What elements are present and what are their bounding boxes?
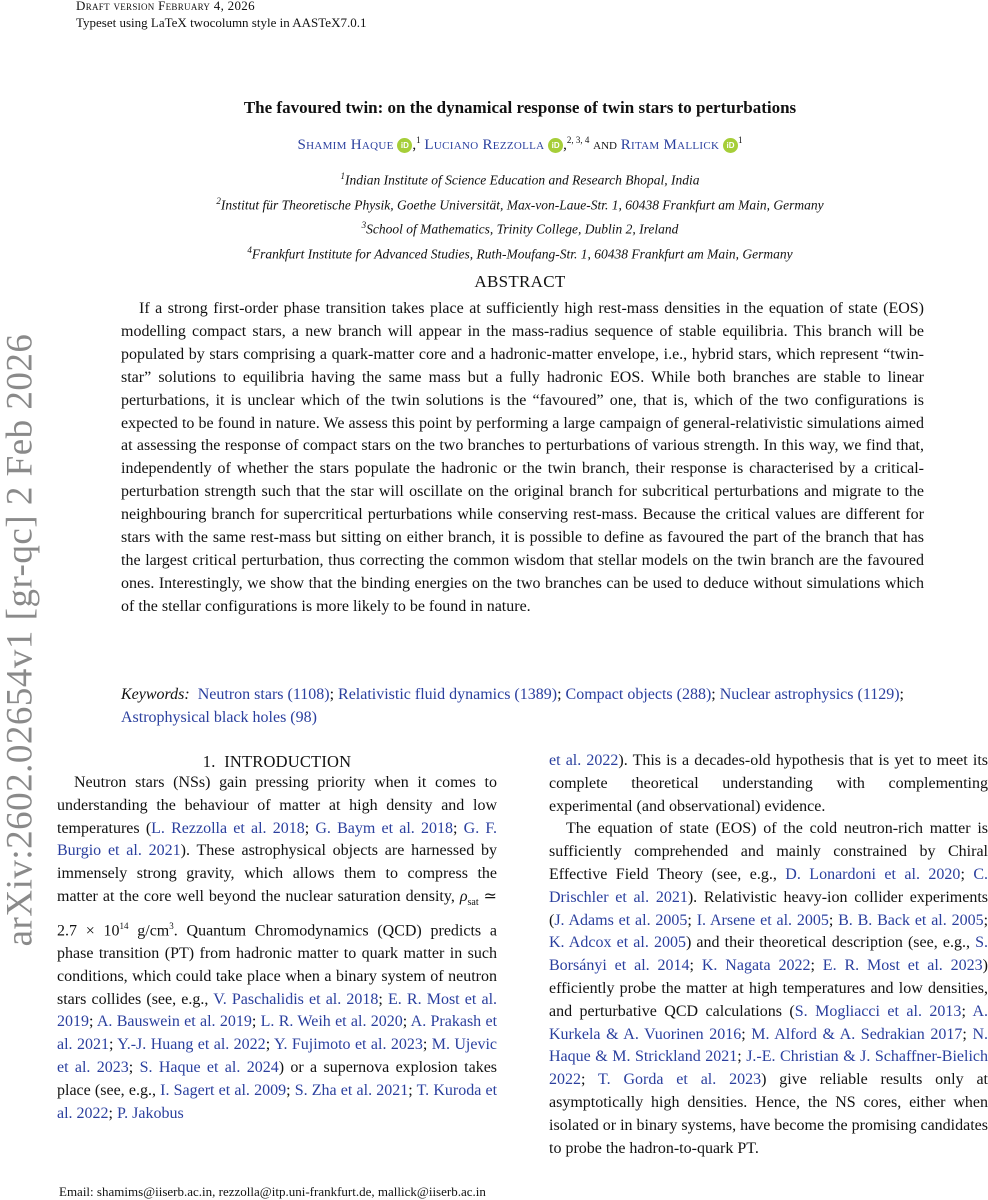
- body-text: ). These astrophysical objects are harnessed by immensely strong gravity, which allows them to compress the matter at the core well beyond the nuclear saturation density,: [57, 842, 498, 905]
- paper-title: The favoured twin: on the dynamical response of twin stars to perturbations: [243, 98, 797, 117]
- citation-link[interactable]: T. Gorda et al. 2023: [598, 1071, 762, 1089]
- intro-paragraph: [549, 750, 988, 818]
- orcid-icon[interactable]: iD: [723, 138, 738, 153]
- body-text: ) and their theoretical description (see, e.g.,: [685, 934, 976, 952]
- body-text: ) or a supernova explosion takes place (see, e.g.,: [57, 1059, 498, 1099]
- abstract-heading: ABSTRACT: [474, 272, 566, 291]
- keyword-link[interactable]: Astrophysical black holes (98): [121, 708, 317, 726]
- body-text: . Quantum Chromodynamics (QCD) predicts a phase transition (PT) from hadronic matter to quark matter in such conditions, which could take place when a binary system of neutron stars collides (see, e.g.,: [57, 922, 497, 1008]
- citation-link[interactable]: S. Mogliacci et al. 2013: [794, 1002, 962, 1020]
- affiliation-text: Indian Institute of Science Education and Research Bhopal, India: [344, 172, 700, 188]
- rho-subscript: sat: [467, 897, 479, 909]
- citation-link[interactable]: S. Zha et al. 2021: [294, 1081, 409, 1099]
- keywords: Keywords: Neutron stars (1108); Relativistic fluid dynamics (1389); Compact objects (288); Nuclear astrophysics (1129); Astrophysical black holes (98): [121, 686, 904, 726]
- affiliation: [120, 166, 920, 191]
- citation-link[interactable]: J. Adams et al. 2005: [554, 911, 688, 929]
- affiliation: [120, 215, 920, 240]
- citation-link[interactable]: S. Borsányi et al. 2014: [549, 934, 988, 975]
- section-number: 1.: [202, 752, 216, 771]
- affiliations: [120, 166, 920, 264]
- citation-link[interactable]: M. Alford & A. Sedrakian 2017: [751, 1025, 963, 1043]
- affiliation: [120, 191, 920, 216]
- intro-paragraph: Neutron stars (NSs) gain pressing priority when it comes to understanding the behaviour of matter at high density and low temperatures (L. Rezzolla et al. 2018; G. Baym et al. 2018; G. F. Burgio et al. 2021). These astrophysical objects are harnessed by immensely strong gravity, which allows them to compress the matter at the core well beyond the nuclear saturation density, $\rho_{sat}$ ≃ $2.7 \times 10^{14}$ $g/cm^3$. Quantum Chromodynamics (QCD) predicts a phase transition (PT) from hadronic matter to quark matter in such conditions, which could take place when a binary system of neutron stars collides (see, e.g., V. Paschalidis et al. 2018; E. R. Most et al. 2019; A. Bauswein et al. 2019; L. R. Weih et al. 2020; A. Prakash et al. 2021; Y.-J. Huang et al. 2022; Y. Fujimoto et al. 2023; M. Ujevic et al. 2023; S. Haque et al. 2024) or a supernova explosion takes place (see, e.g., I. Sagert et al. 2009; S. Zha et al. 2021; T. Kuroda et al. 2022; P. Jakobus: [57, 774, 498, 1122]
- affiliation-number: 3: [361, 220, 367, 230]
- rho-unit-exponent: 3: [169, 920, 174, 931]
- affiliation-text: School of Mathematics, Trinity College, Dublin 2, Ireland: [366, 221, 679, 237]
- citation-link[interactable]: K. Adcox et al. 2005: [549, 934, 686, 952]
- section-title: INTRODUCTION: [224, 752, 352, 771]
- citation-link[interactable]: P. Jakobus: [117, 1104, 184, 1122]
- keyword-link[interactable]: Compact objects (288): [565, 686, 712, 703]
- citation-link[interactable]: N. Haque & M. Strickland 2021: [549, 1025, 988, 1066]
- affiliation: [120, 240, 920, 265]
- keyword-link[interactable]: Neutron stars (1108): [197, 686, 330, 703]
- citation-link[interactable]: et al. 2022: [549, 752, 619, 769]
- author-name-haque[interactable]: Shamim Haque: [297, 137, 394, 153]
- rho-symbol: ρ: [459, 887, 468, 905]
- citation-link[interactable]: G. F. Burgio et al. 2021: [57, 819, 497, 860]
- author-affil-ref: 1: [738, 135, 743, 145]
- affiliation-number: 2: [216, 195, 221, 206]
- authors-and: and: [593, 137, 617, 153]
- citation-link[interactable]: K. Nagata 2022: [701, 957, 811, 975]
- citation-link[interactable]: A. Kurkela & A. Vuorinen 2016: [549, 1002, 988, 1043]
- body-text: Neutron stars (NSs) gain pressing priority when it comes to understanding the behaviour of matter at high density and low temperatures (: [57, 774, 497, 837]
- keyword-link[interactable]: Relativistic fluid dynamics (1389): [338, 686, 558, 703]
- body-text: The equation of state (EOS) of the cold neutron-rich matter is sufficiently comprehended and mainly constrained by Chiral Effective Field Theory (see, e.g.,: [549, 820, 988, 883]
- citation-link[interactable]: A. Bauswein et al. 2019: [96, 1013, 252, 1031]
- rho-exponent: 14: [119, 920, 129, 931]
- affiliation-text: Frankfurt Institute for Advanced Studies, Ruth-Moufang-Str. 1, 60438 Frankfurt am Main, Germany: [251, 246, 793, 261]
- left-column: [57, 772, 497, 1125]
- arxiv-id: arXiv:2602.02654v1 [gr-qc] 2 Feb 2026: [0, 333, 41, 947]
- citation-link[interactable]: L. R. Weih et al. 2020: [260, 1013, 403, 1031]
- running-header: [76, 0, 366, 31]
- affiliation-text: Institut für Theoretische Physik, Goethe Universität, Max-von-Laue-Str. 1, 60438 Frankfurt am Main, Germany: [220, 197, 824, 212]
- keywords-label: Keywords:: [121, 686, 190, 703]
- right-column: [549, 750, 988, 1160]
- author-affil-ref: 1: [416, 135, 421, 145]
- citation-link[interactable]: L. Rezzolla et al. 2018: [151, 819, 305, 837]
- citation-link[interactable]: Y. Fujimoto et al. 2023: [273, 1036, 423, 1054]
- author-name-mallick[interactable]: Ritam Mallick: [620, 137, 720, 153]
- citation-link[interactable]: S. Haque et al. 2024: [139, 1059, 279, 1077]
- citation-link[interactable]: G. Baym et al. 2018: [315, 819, 453, 837]
- keyword-link[interactable]: Nuclear astrophysics (1129): [719, 686, 900, 703]
- orcid-icon[interactable]: iD: [397, 138, 412, 153]
- body-text: ) give reliable results only at asymptotically high densities. Hence, the NS cores, either when isolated or in binary systems, have become the promising candidates to probe the hadron-to-quark PT.: [549, 1071, 988, 1157]
- typeset-note: Typeset using LaTeX twocolumn style in AASTeX7.0.1: [76, 15, 367, 30]
- citation-link[interactable]: A. Prakash et al. 2021: [57, 1013, 498, 1054]
- citation-link[interactable]: J.-E. Christian & J. Schaffner-Bielich 2022: [549, 1048, 988, 1089]
- citation-link[interactable]: V. Paschalidis et al. 2018: [213, 990, 379, 1008]
- draft-version: Draft version February 4, 2026: [76, 0, 255, 13]
- body-text: ) efficiently probe the matter at high temperatures and low densities, and perturbative QCD calculations (: [549, 957, 988, 1020]
- affiliation-number: 1: [340, 171, 345, 181]
- section-heading: [57, 752, 497, 772]
- citation-link[interactable]: Y.-J. Huang et al. 2022: [117, 1036, 266, 1054]
- orcid-icon[interactable]: iD: [548, 138, 563, 153]
- citation-link[interactable]: B. B. Back et al. 2005: [838, 911, 984, 929]
- citation-link[interactable]: E. R. Most et al. 2023: [822, 957, 983, 975]
- arxiv-stamp: [0, 330, 50, 950]
- citation-link[interactable]: M. Ujevic et al. 2023: [57, 1036, 498, 1077]
- citation-link[interactable]: I. Arsene et al. 2005: [696, 911, 829, 929]
- intro-paragraph: The equation of state (EOS) of the cold neutron-rich matter is sufficiently comprehended and mainly constrained by Chiral Effective Field Theory (see, e.g., D. Lonardoni et al. 2020; C. Drischler et al. 2021). Relativistic heavy-ion collider experiments (J. Adams et al. 2005; I. Arsene et al. 2005; B. B. Back et al. 2005; K. Adcox et al. 2005) and their theoretical description (see, e.g., S. Borsányi et al. 2014; K. Nagata 2022; E. R. Most et al. 2023) efficiently probe the matter at high temperatures and low densities, and perturbative QCD calculations (S. Mogliacci et al. 2013; A. Kurkela & A. Vuorinen 2016; M. Alford & A. Sedrakian 2017; N. Haque & M. Strickland 2021; J.-E. Christian & J. Schaffner-Bielich 2022; T. Gorda et al. 2023) give reliable results only at asymptotically high densities. Hence, the NS cores, either when isolated or in binary systems, have become the promising candidates to probe the hadron-to-quark PT.: [549, 820, 988, 1157]
- author-name-rezzolla[interactable]: Luciano Rezzolla: [424, 137, 545, 153]
- author-affil-ref: 2, 3, 4: [566, 135, 590, 145]
- citation-link[interactable]: T. Kuroda et al. 2022: [57, 1081, 498, 1122]
- rho-unit: g/cm: [128, 922, 170, 940]
- body-text: ). This is a decades-old hypothesis that is yet to meet its complete theoretical understanding with complementing experimental (and observational) evidence.: [549, 752, 988, 815]
- author-list: Shamim Haque iD ,$^1$ Luciano Rezzolla iD ,$^{2, 3, 4}$ and Ritam Mallick $iD^1$: [297, 135, 743, 153]
- citation-link[interactable]: I. Sagert et al. 2009: [160, 1081, 287, 1099]
- body-text: ). Relativistic heavy-ion collider experiments (: [549, 888, 988, 929]
- citation-link[interactable]: C. Drischler et al. 2021: [549, 865, 988, 906]
- rho-value: ≃ 2.7 × 10: [57, 887, 497, 940]
- email-footnote: Email: shamims@iiserb.ac.in, rezzolla@itp.uni-frankfurt.de, mallick@iiserb.ac.in: [59, 1184, 486, 1199]
- citation-link[interactable]: E. R. Most et al. 2019: [57, 990, 498, 1031]
- abstract-text: If a strong first-order phase transition takes place at sufficiently high rest-mass densities in the equation of state (EOS) modelling compact stars, a new branch will appear in the mass-radius sequence of stable equilibria. This branch will be populated by stars comprising a quark-matter core and a hadronic-matter envelope, i.e., hybrid stars, which represent “twin-star” solutions to equilibria having the same mass but a fully hadronic EOS. While both branches are stable to linear perturbations, it is unclear which of the twin solutions is the “favoured” one, that is, which of the two configurations is expected to be found in nature. We assess this point by performing a large campaign of general-relativistic simulations aimed at assessing the response of compact stars on the two branches to perturbations of various strength. In this way, we find that, independently of whether the stars populate the hadronic or the twin branch, their response is characterised by a critical-perturbation strength such that the star will oscillate on the original branch for subcritical perturbations and migrate to the neighbouring branch for supercritical perturbations while conserving rest-mass. Because the critical values are different for stars with the same rest-mass but sitting on either branch, it is possible to define as favoured the part of the branch that has the largest critical perturbation, thus correcting the common wisdom that stellar models on the twin branch are the favoured ones. Interestingly, we show that the binding energies on the two branches can be used to deduce without simulations which of the stellar configurations is more likely to be found in nature.: [121, 300, 924, 615]
- affiliation-number: 4: [247, 244, 252, 255]
- citation-link[interactable]: D. Lonardoni et al. 2020: [785, 865, 961, 883]
